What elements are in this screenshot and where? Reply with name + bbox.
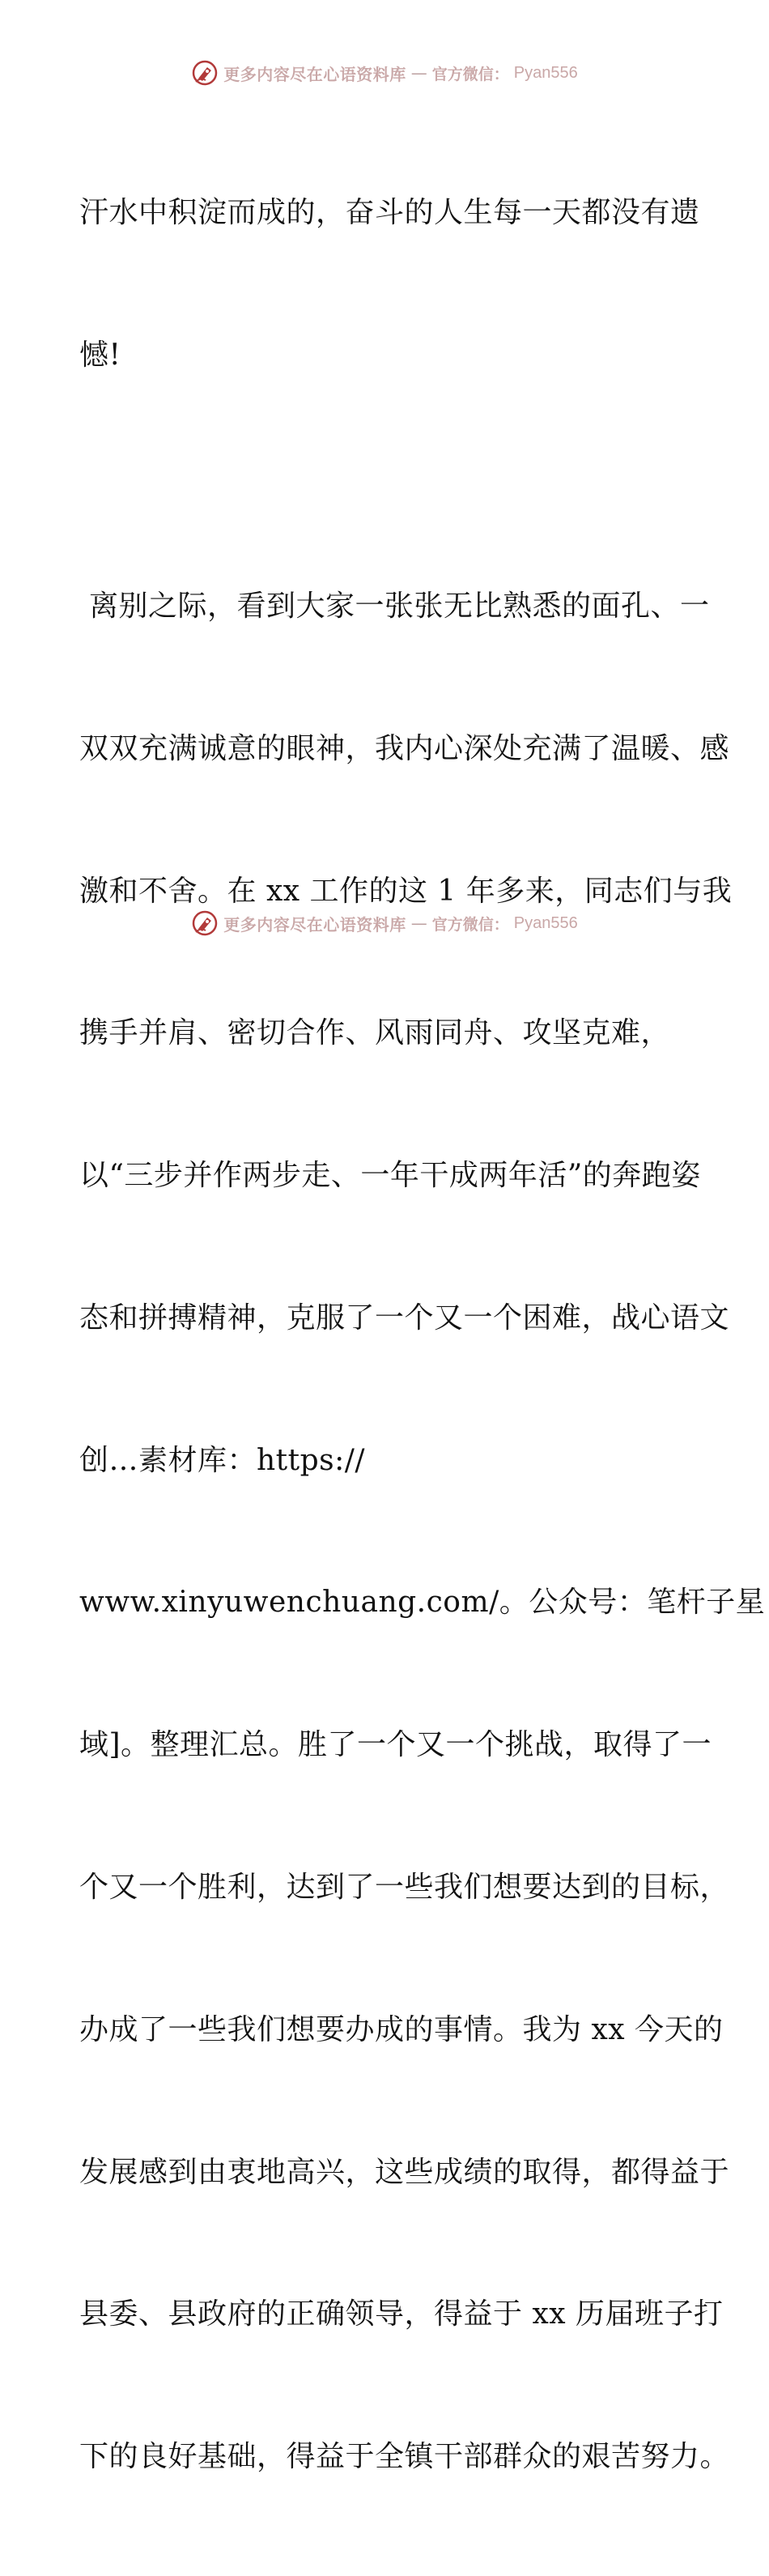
paragraph-2 bbox=[79, 488, 766, 2576]
text-line: 双双充满诚意的眼神，我内心深处充满了温暖、感 bbox=[79, 731, 730, 765]
text-line: 携手并肩、密切合作、风雨同舟、攻坚克难， bbox=[79, 1016, 671, 1050]
text-line: 办成了一些我们想要办成的事情。我为 xx 今天的 bbox=[79, 2012, 724, 2046]
footer-banner bbox=[0, 907, 769, 939]
text-line: 创…素材库：https:// bbox=[79, 1443, 366, 1477]
text-line: 汗水中积淀而成的，奋斗的人生每一天都没有遗 bbox=[79, 196, 700, 230]
text-line: 憾! bbox=[79, 338, 121, 372]
text-line: 下的良好基础，得益于全镇干部群众的艰苦努力。 bbox=[79, 2440, 730, 2474]
text-line: 域]。整理汇总。胜了一个又一个挑战，取得了一 bbox=[79, 1728, 712, 1762]
text-line: 发展感到由衷地高兴，这些成绩的取得，都得益于 bbox=[79, 2155, 730, 2189]
text-line: 态和拼搏精神，克服了一个又一个困难，战心语文 bbox=[79, 1301, 730, 1335]
banner-wechat-id: Pyan556 bbox=[513, 63, 578, 82]
pen-nib-logo-icon bbox=[191, 909, 219, 937]
banner-title: 更多内容尽在心语资料库 bbox=[223, 914, 406, 935]
text-line: 个又一个胜利，达到了一些我们想要达到的目标， bbox=[79, 1870, 730, 1904]
banner-wechat-label: 官方微信： bbox=[431, 65, 509, 83]
banner-wechat-label: 官方微信： bbox=[431, 915, 509, 934]
text-line: 以“三步并作两步走、一年干成两年活”的奔跑姿 bbox=[79, 1159, 701, 1193]
text-line: 离别之际，看到大家一张张无比熟悉的面孔、一 bbox=[79, 589, 710, 623]
text-line: www.xinyuwenchuang.com/。公众号：笔杆子星 bbox=[79, 1586, 766, 1620]
document-body bbox=[79, 95, 766, 2576]
header-banner bbox=[0, 57, 769, 89]
pen-nib-logo-icon bbox=[191, 59, 219, 87]
banner-title: 更多内容尽在心语资料库 bbox=[223, 64, 406, 84]
paragraph-1 bbox=[79, 95, 700, 475]
text-line: 激和不舍。在 xx 工作的这 1 年多来，同志们与我 bbox=[79, 874, 733, 908]
banner-separator: — bbox=[410, 63, 427, 83]
text-line: 县委、县政府的正确领导，得益于 xx 历届班子打 bbox=[79, 2297, 724, 2331]
banner-wechat-id: Pyan556 bbox=[513, 913, 578, 932]
banner-separator: — bbox=[410, 913, 427, 933]
